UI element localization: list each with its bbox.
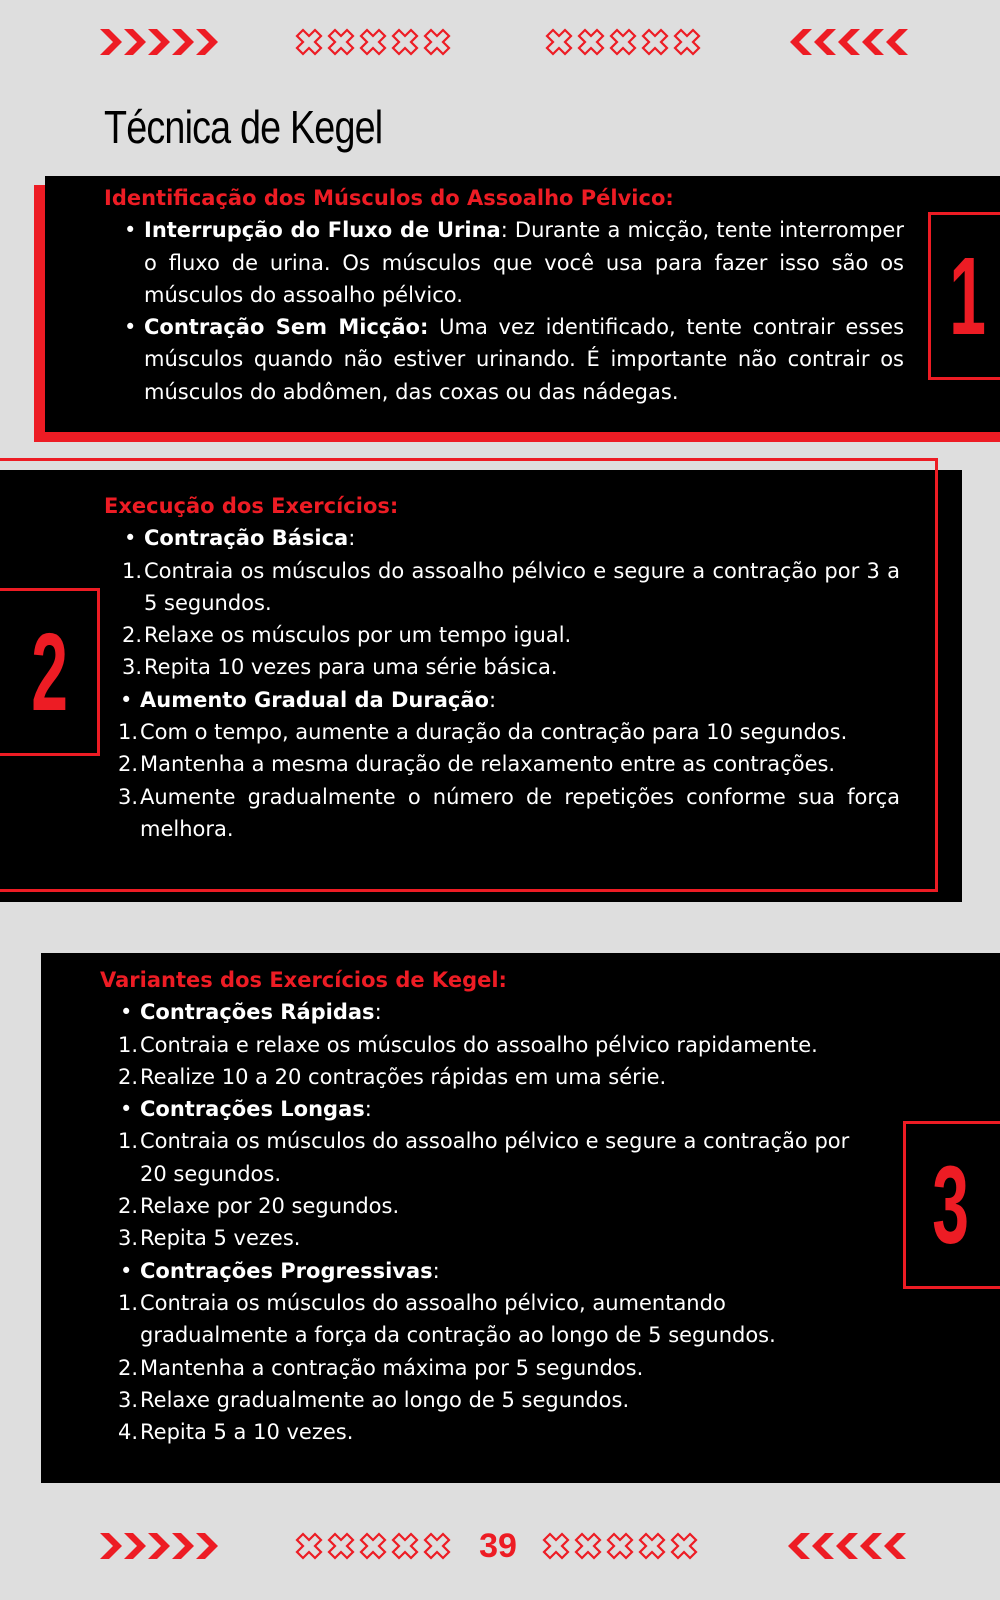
chevron-left-icon (884, 1533, 906, 1559)
chevron-right-icon (100, 29, 122, 55)
x-icon (541, 1531, 571, 1561)
bottom-chevrons-left (788, 1533, 906, 1559)
list-item: 1. Com o tempo, aumente a duração da contração para 10 segundos. (118, 720, 848, 745)
chevron-left-icon (836, 1533, 858, 1559)
section-1-content (104, 182, 904, 408)
x-icon (390, 1531, 420, 1561)
x-icon (326, 1531, 356, 1561)
x-icon (422, 27, 452, 57)
list-item: 2. Mantenha a mesma duração de relaxamento entre as contrações. (118, 752, 836, 777)
top-x-row-left (294, 27, 452, 57)
list-item: 1. Contraia os músculos do assoalho pélvico e segure a contração por 3 a 5 segundos. (122, 558, 900, 615)
chevron-left-icon (860, 1533, 882, 1559)
section-3-group-3 (100, 1255, 876, 1287)
top-x-row-right (544, 27, 702, 57)
chevron-left-icon (788, 1533, 810, 1559)
section-2-group-1-steps (104, 555, 900, 684)
section-3-group-3-steps (100, 1287, 876, 1448)
chevron-left-icon (812, 1533, 834, 1559)
section-2-group-1 (104, 522, 900, 554)
section-1-number: 1 (949, 234, 987, 358)
list-item: • Aumento Gradual da Duração: (140, 684, 900, 716)
chevron-right-icon (196, 29, 218, 55)
list-item: • Contração Sem Micção: Uma vez identificado, tente contrair esses músculos quando não estiver urinando. É importante não contrair os músculos do abdômen, das coxas ou das nádegas. (144, 311, 904, 408)
chevron-right-icon (196, 1533, 218, 1559)
chevron-right-icon (100, 1533, 122, 1559)
chevron-right-icon (124, 1533, 146, 1559)
section-2-number: 2 (31, 610, 69, 734)
page-title: Técnica de Kegel (104, 101, 383, 153)
list-item: 2. Relaxe por 20 segundos. (118, 1194, 400, 1219)
section-2-group-2-steps (104, 716, 900, 845)
chevron-left-icon (862, 29, 884, 55)
x-icon (294, 27, 324, 57)
section-3-content (100, 964, 876, 1448)
list-item: • Contrações Longas: (140, 1093, 876, 1125)
chevron-right-icon (148, 1533, 170, 1559)
x-icon (640, 27, 670, 57)
section-2-number-box (0, 588, 100, 756)
list-item: • Contrações Rápidas: (140, 996, 876, 1028)
x-icon (390, 27, 420, 57)
section-2-title: Execução dos Exercícios: (104, 494, 399, 518)
bottom-chevrons-right (100, 1533, 218, 1559)
section-1-bullets (104, 214, 904, 408)
x-icon (576, 27, 606, 57)
x-icon (672, 27, 702, 57)
section-1-number-box (928, 212, 1000, 380)
list-item: • Interrupção do Fluxo de Urina: Durante a micção, tente interromper o fluxo de urina. Os músculos que você usa para fazer isso são os músculos do assoalho pélvico. (144, 214, 904, 311)
page-number: 39 (479, 1527, 517, 1565)
x-icon (358, 1531, 388, 1561)
list-item: 2. Relaxe os músculos por um tempo igual. (122, 623, 572, 648)
x-icon (608, 27, 638, 57)
x-icon (422, 1531, 452, 1561)
x-icon (358, 27, 388, 57)
chevron-right-icon (172, 29, 194, 55)
list-item: 2. Realize 10 a 20 contrações rápidas em uma série. (118, 1064, 667, 1089)
top-chevrons-left (790, 29, 908, 55)
list-item: 3. Repita 10 vezes para uma série básica. (122, 655, 558, 680)
chevron-right-icon (124, 29, 146, 55)
x-icon (605, 1531, 635, 1561)
chevron-right-icon (148, 29, 170, 55)
section-3-number-box (903, 1121, 1000, 1289)
bottom-x-row-left (294, 1531, 452, 1561)
section-3-group-2 (100, 1093, 876, 1125)
bottom-x-row-right (541, 1531, 699, 1561)
list-item: • Contrações Progressivas: (140, 1255, 876, 1287)
section-2-content (104, 490, 900, 845)
x-icon (637, 1531, 667, 1561)
list-item: 1. Contraia os músculos do assoalho pélvico, aumentando gradualmente a força da contração ao longo de 5 segundos. (118, 1290, 776, 1348)
list-item: 3. Relaxe gradualmente ao longo de 5 segundos. (118, 1387, 630, 1412)
list-item: 3. Aumente gradualmente o número de repetições conforme sua força melhora. (118, 784, 900, 841)
chevron-left-icon (838, 29, 860, 55)
section-3-number: 3 (932, 1143, 969, 1267)
section-3-group-1 (100, 996, 876, 1028)
x-icon (669, 1531, 699, 1561)
list-item: 1. Contraia e relaxe os músculos do assoalho pélvico rapidamente. (118, 1032, 818, 1057)
x-icon (573, 1531, 603, 1561)
list-item: 3. Repita 5 vezes. (118, 1226, 301, 1251)
chevron-left-icon (886, 29, 908, 55)
section-1-title: Identificação dos Músculos do Assoalho Pélvico: (104, 186, 674, 210)
x-icon (326, 27, 356, 57)
x-icon (294, 1531, 324, 1561)
section-3-group-1-steps (100, 1029, 876, 1094)
section-3-title: Variantes dos Exercícios de Kegel: (100, 968, 507, 992)
section-2-group-2 (104, 684, 900, 716)
list-item: 4. Repita 5 a 10 vezes. (118, 1420, 354, 1445)
list-item: • Contração Básica: (144, 522, 900, 554)
list-item: 1. Contraia os músculos do assoalho pélvico e segure a contração por 20 segundos. (118, 1129, 850, 1186)
chevron-left-icon (790, 29, 812, 55)
chevron-left-icon (814, 29, 836, 55)
section-3-group-2-steps (100, 1125, 876, 1254)
x-icon (544, 27, 574, 57)
list-item: 2. Mantenha a contração máxima por 5 segundos. (118, 1355, 644, 1380)
chevron-right-icon (172, 1533, 194, 1559)
top-chevrons-right (100, 29, 218, 55)
